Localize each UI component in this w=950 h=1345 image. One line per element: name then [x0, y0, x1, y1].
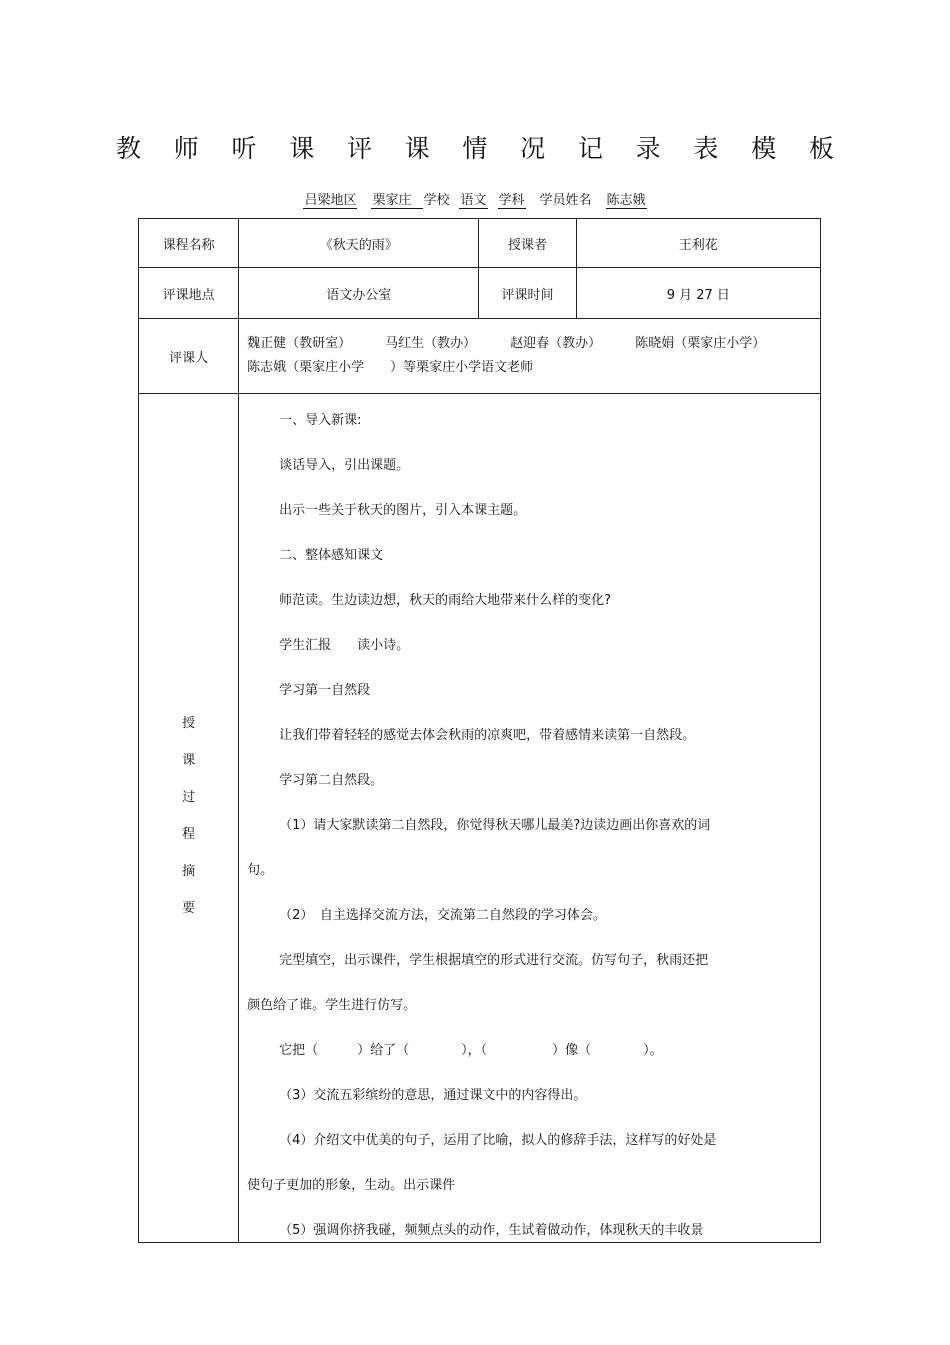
evaluator: 马红生（教办）: [385, 336, 477, 351]
course-value: 《秋天的雨》: [239, 219, 479, 268]
process-paragraph: 完型填空，出示课件，学生根据填空的形式进行交流。仿写句子，秋雨还把: [279, 953, 709, 968]
title-char: 记: [577, 134, 603, 163]
title-char: 师: [173, 134, 199, 163]
process-paragraph: 它把（ ）给了（ ），（ ）像（ ）。: [279, 1043, 663, 1058]
table-row: [139, 319, 821, 394]
process-paragraph: 让我们带着轻轻的感觉去体会秋雨的凉爽吧，带着感情来读第一自然段。: [279, 728, 696, 743]
location-label: 评课地点: [139, 268, 239, 319]
title-char: 评: [346, 134, 372, 163]
title-char: 板: [808, 134, 834, 163]
evaluator: 魏正健（教研室）: [247, 336, 352, 351]
process-paragraph: 使句子更加的形象，生动。出示课件: [247, 1178, 456, 1193]
process-paragraph: （5）强调你挤我碰，频频点头的动作，生试着做动作，体现秋天的丰收景: [279, 1223, 704, 1238]
process-paragraph: 一、导入新课:: [279, 413, 362, 428]
time-value: 9 月 27 日: [576, 268, 820, 319]
student-name: 陈志娥: [606, 193, 646, 208]
process-paragraph: （4）介绍文中优美的句子，运用了比喻，拟人的修辞手法，这样写的好处是: [279, 1133, 717, 1148]
evaluator-label: 评课人: [139, 319, 239, 394]
process-paragraph: 句。: [247, 863, 274, 878]
evaluator: 赵迎春（教办）: [510, 336, 602, 351]
teacher-label: 授课者: [479, 219, 576, 268]
region-value: 吕梁地区: [304, 193, 357, 208]
course-label: 课程名称: [139, 219, 239, 268]
process-paragraph: 师范读。生边读边想，秋天的雨给大地带来什么样的变化?: [279, 593, 612, 608]
title-char: 表: [693, 134, 719, 163]
process-paragraph: 出示一些关于秋天的图片，引入本课主题。: [279, 503, 527, 518]
evaluators-line-2: 陈志娥（栗家庄小学 ）等栗家庄小学语文老师: [247, 360, 534, 375]
title-char: 情: [462, 134, 488, 163]
process-paragraph: 学生汇报 读小诗。: [279, 638, 410, 653]
table-row: [139, 394, 821, 1243]
evaluator: 陈晓娟（栗家庄小学）: [635, 336, 766, 351]
process-paragraph: （1）请大家默读第二自然段，你觉得秋天哪儿最美?边读边画出你喜欢的词: [279, 818, 711, 833]
title-char: 录: [635, 134, 661, 163]
title-char: 况: [520, 134, 546, 163]
school-label: 学校: [423, 193, 450, 208]
process-paragraph: （2） 自主选择交流方法，交流第二自然段的学习体会。: [279, 908, 606, 923]
table-row: [139, 268, 821, 319]
subject-value: 语文: [460, 193, 487, 208]
process-paragraph: 颜色给了谁。学生进行仿写。: [247, 998, 417, 1013]
teacher-value: 王利花: [576, 219, 820, 268]
title-char: 课: [289, 134, 315, 163]
school-value: 栗家庄: [371, 193, 423, 209]
document-title: [0, 130, 950, 168]
process-content: [239, 394, 821, 1243]
process-paragraph: 谈话导入，引出课题。: [279, 458, 410, 473]
info-line: [0, 190, 950, 212]
process-paragraph: 二、整体感知课文: [279, 548, 384, 563]
evaluators-line-1: [247, 332, 812, 356]
process-paragraph: 学习第一自然段: [279, 683, 371, 698]
process-label-cell: [139, 394, 239, 1243]
student-label: 学员姓名: [539, 193, 592, 208]
process-label: 授 课 过 程 摘 要: [182, 715, 196, 916]
process-paragraph: 学习第二自然段。: [279, 773, 384, 788]
title-char: 听: [231, 134, 257, 163]
process-paragraph: （3）交流五彩缤纷的意思，通过课文中的内容得出。: [279, 1088, 587, 1103]
time-label: 评课时间: [479, 268, 576, 319]
title-char: 教: [116, 134, 142, 163]
table-row: [139, 219, 821, 268]
record-table: [138, 218, 821, 1243]
title-char: 课: [404, 134, 430, 163]
evaluators-cell: [239, 319, 821, 394]
location-value: 语文办公室: [239, 268, 479, 319]
title-char: 模: [751, 134, 777, 163]
subject-label: 学科: [498, 193, 525, 208]
